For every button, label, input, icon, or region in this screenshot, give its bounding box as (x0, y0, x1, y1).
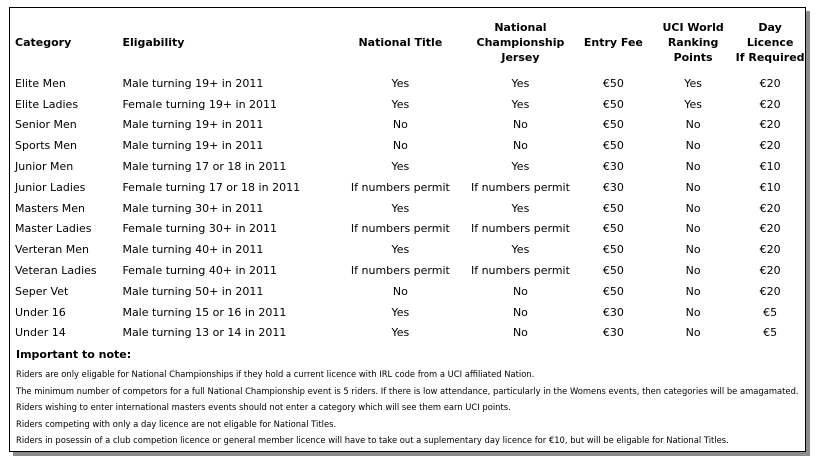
cell-uci-points: No (685, 243, 701, 257)
cell-eligability: Female turning 17 or 18 in 2011 (122, 180, 301, 194)
cell-day-licence: €20 (759, 243, 781, 257)
cell-uci-points: No (685, 160, 701, 174)
cell-national-title: No (392, 139, 408, 153)
cell-uci-points: No (685, 222, 701, 236)
notes-title: Important to note: (16, 348, 132, 361)
cell-jersey: Yes (511, 243, 530, 257)
table-row (15, 94, 805, 115)
cell-category: Seper Vet (15, 284, 69, 298)
table-row (15, 302, 805, 323)
note-item: Riders are only eligable for National Championships if they hold a current licence with IRL code from a UCI affiliated Nation. (16, 369, 535, 379)
cell-day-licence: €20 (759, 264, 781, 278)
cell-entry-fee: €50 (602, 264, 624, 278)
cell-national-title: Yes (391, 160, 410, 174)
cell-national-title: If numbers permit (350, 222, 450, 236)
cell-category: Sports Men (15, 139, 77, 153)
cell-category: Under 16 (15, 305, 66, 319)
cell-national-title: If numbers permit (350, 180, 450, 194)
cell-entry-fee: €50 (602, 243, 624, 257)
cell-eligability: Male turning 50+ in 2011 (122, 284, 264, 298)
cell-uci-points: Yes (684, 97, 702, 111)
cell-entry-fee: €50 (602, 284, 624, 298)
cell-entry-fee: €50 (602, 118, 624, 132)
header-uci-points (651, 11, 735, 73)
cell-category: Elite Men (15, 76, 66, 90)
frame-shadow-right (806, 11, 810, 456)
cell-uci-points: No (685, 139, 701, 153)
cell-uci-points: No (685, 284, 701, 298)
table-row (15, 219, 805, 240)
cell-jersey: No (512, 118, 528, 132)
cell-day-licence: €20 (759, 222, 781, 236)
note-item: Riders competing with only a day licence are not eligable for National Titles. (16, 418, 337, 429)
cell-jersey: Yes (511, 97, 530, 111)
cell-jersey: No (512, 139, 528, 153)
table-row (15, 281, 805, 302)
cell-national-title: No (392, 284, 408, 298)
cell-eligability: Male turning 19+ in 2011 (122, 76, 264, 90)
cell-category: Elite Ladies (15, 97, 79, 111)
header-jersey-line2: Championship (476, 35, 565, 49)
cell-jersey: Yes (511, 160, 530, 174)
note-item: The minimum number of competors for a full National Championship event is 5 riders. If there is low attendance, particularly in the Womens events, then categories will be amagamated. (16, 385, 799, 396)
cell-eligability: Female turning 40+ in 2011 (122, 264, 278, 278)
cell-entry-fee: €30 (602, 326, 624, 340)
cell-eligability: Male turning 15 or 16 in 2011 (122, 305, 287, 319)
cell-uci-points: No (685, 201, 701, 215)
cell-national-title: Yes (391, 243, 410, 257)
cell-entry-fee: €50 (602, 222, 624, 236)
header-national-title: National Title (358, 35, 443, 49)
cell-eligability: Male turning 40+ in 2011 (122, 243, 264, 257)
cell-category: Senior Men (15, 118, 77, 132)
table-row (15, 177, 805, 198)
cell-eligability: Male turning 19+ in 2011 (122, 139, 264, 153)
table-header-row (15, 11, 805, 73)
cell-entry-fee: €50 (602, 76, 624, 90)
table-row (15, 323, 805, 344)
note-item: Riders in posessin of a club competion licence or general member licence will have to take out a suplementary day licence for €10, but will be eligable for National Titles. (16, 435, 729, 445)
cell-entry-fee: €30 (602, 160, 624, 174)
header-entry-fee: Entry Fee (583, 35, 643, 49)
cell-uci-points: No (685, 118, 701, 132)
cell-national-title: If numbers permit (350, 264, 450, 278)
header-day-licence (735, 11, 805, 73)
cell-day-licence: €20 (759, 76, 781, 90)
cell-day-licence: €20 (759, 284, 781, 298)
table-row (15, 198, 805, 219)
cell-entry-fee: €50 (602, 97, 624, 111)
cell-eligability: Male turning 30+ in 2011 (122, 201, 264, 215)
cell-eligability: Female turning 30+ in 2011 (122, 222, 278, 236)
header-day-line1: Day Licence (746, 20, 794, 49)
cell-national-title: Yes (391, 76, 410, 90)
categories-table (15, 11, 805, 343)
cell-day-licence: €10 (759, 180, 781, 194)
cell-category: Veteran Ladies (15, 264, 97, 278)
cell-category: Under 14 (15, 326, 66, 340)
cell-national-title: Yes (391, 97, 410, 111)
cell-day-licence: €20 (759, 201, 781, 215)
header-uci-line3: Points (673, 50, 713, 64)
cell-eligability: Male turning 17 or 18 in 2011 (122, 160, 287, 174)
note-item: Riders wishing to enter international masters events should not enter a category which will see them earn UCI points. (16, 402, 511, 412)
cell-entry-fee: €50 (602, 201, 624, 215)
cell-day-licence: €10 (759, 160, 781, 174)
cell-jersey: Yes (511, 201, 530, 215)
cell-eligability: Male turning 19+ in 2011 (122, 118, 264, 132)
frame-shadow-bottom (13, 452, 810, 456)
cell-category: Verteran Men (15, 243, 90, 257)
important-notes (16, 348, 806, 449)
table-row (15, 135, 805, 156)
cell-entry-fee: €30 (602, 305, 624, 319)
header-day-line2: If Required (735, 50, 805, 64)
cell-jersey: No (512, 326, 528, 340)
header-category: Category (15, 35, 72, 49)
cell-day-licence: €20 (759, 139, 781, 153)
cell-jersey: No (512, 305, 528, 319)
cell-entry-fee: €50 (602, 139, 624, 153)
cell-uci-points: No (685, 264, 701, 278)
cell-national-title: Yes (391, 201, 410, 215)
cell-day-licence: €5 (763, 326, 778, 340)
cell-jersey: If numbers permit (470, 264, 570, 278)
cell-national-title: Yes (391, 305, 410, 319)
table-row (15, 156, 805, 177)
cell-day-licence: €20 (759, 118, 781, 132)
table-row (15, 73, 805, 94)
cell-jersey: If numbers permit (470, 180, 570, 194)
header-uci-line2: Ranking (667, 35, 719, 49)
cell-uci-points: No (685, 305, 701, 319)
cell-uci-points: Yes (684, 76, 702, 90)
cell-category: Junior Men (15, 160, 74, 174)
document-frame (9, 7, 806, 452)
cell-category: Masters Men (15, 201, 86, 215)
header-eligability: Eligability (122, 35, 185, 49)
cell-national-title: No (392, 118, 408, 132)
table-row (15, 115, 805, 136)
cell-jersey: No (512, 284, 528, 298)
header-national-jersey (465, 11, 576, 73)
table-row (15, 260, 805, 281)
cell-day-licence: €5 (763, 305, 778, 319)
cell-national-title: Yes (391, 326, 410, 340)
cell-jersey: If numbers permit (470, 222, 570, 236)
header-jersey-line3: Jersey (501, 50, 540, 64)
header-jersey-line1: National (494, 20, 547, 34)
cell-uci-points: No (685, 326, 701, 340)
cell-eligability: Male turning 13 or 14 in 2011 (122, 326, 287, 340)
table-row (15, 239, 805, 260)
cell-category: Master Ladies (15, 222, 92, 236)
header-uci-line1: UCI World (662, 20, 724, 34)
cell-jersey: Yes (511, 76, 530, 90)
cell-eligability: Female turning 19+ in 2011 (122, 97, 278, 111)
cell-uci-points: No (685, 180, 701, 194)
cell-entry-fee: €30 (602, 180, 624, 194)
cell-day-licence: €20 (759, 97, 781, 111)
cell-category: Junior Ladies (15, 180, 86, 194)
